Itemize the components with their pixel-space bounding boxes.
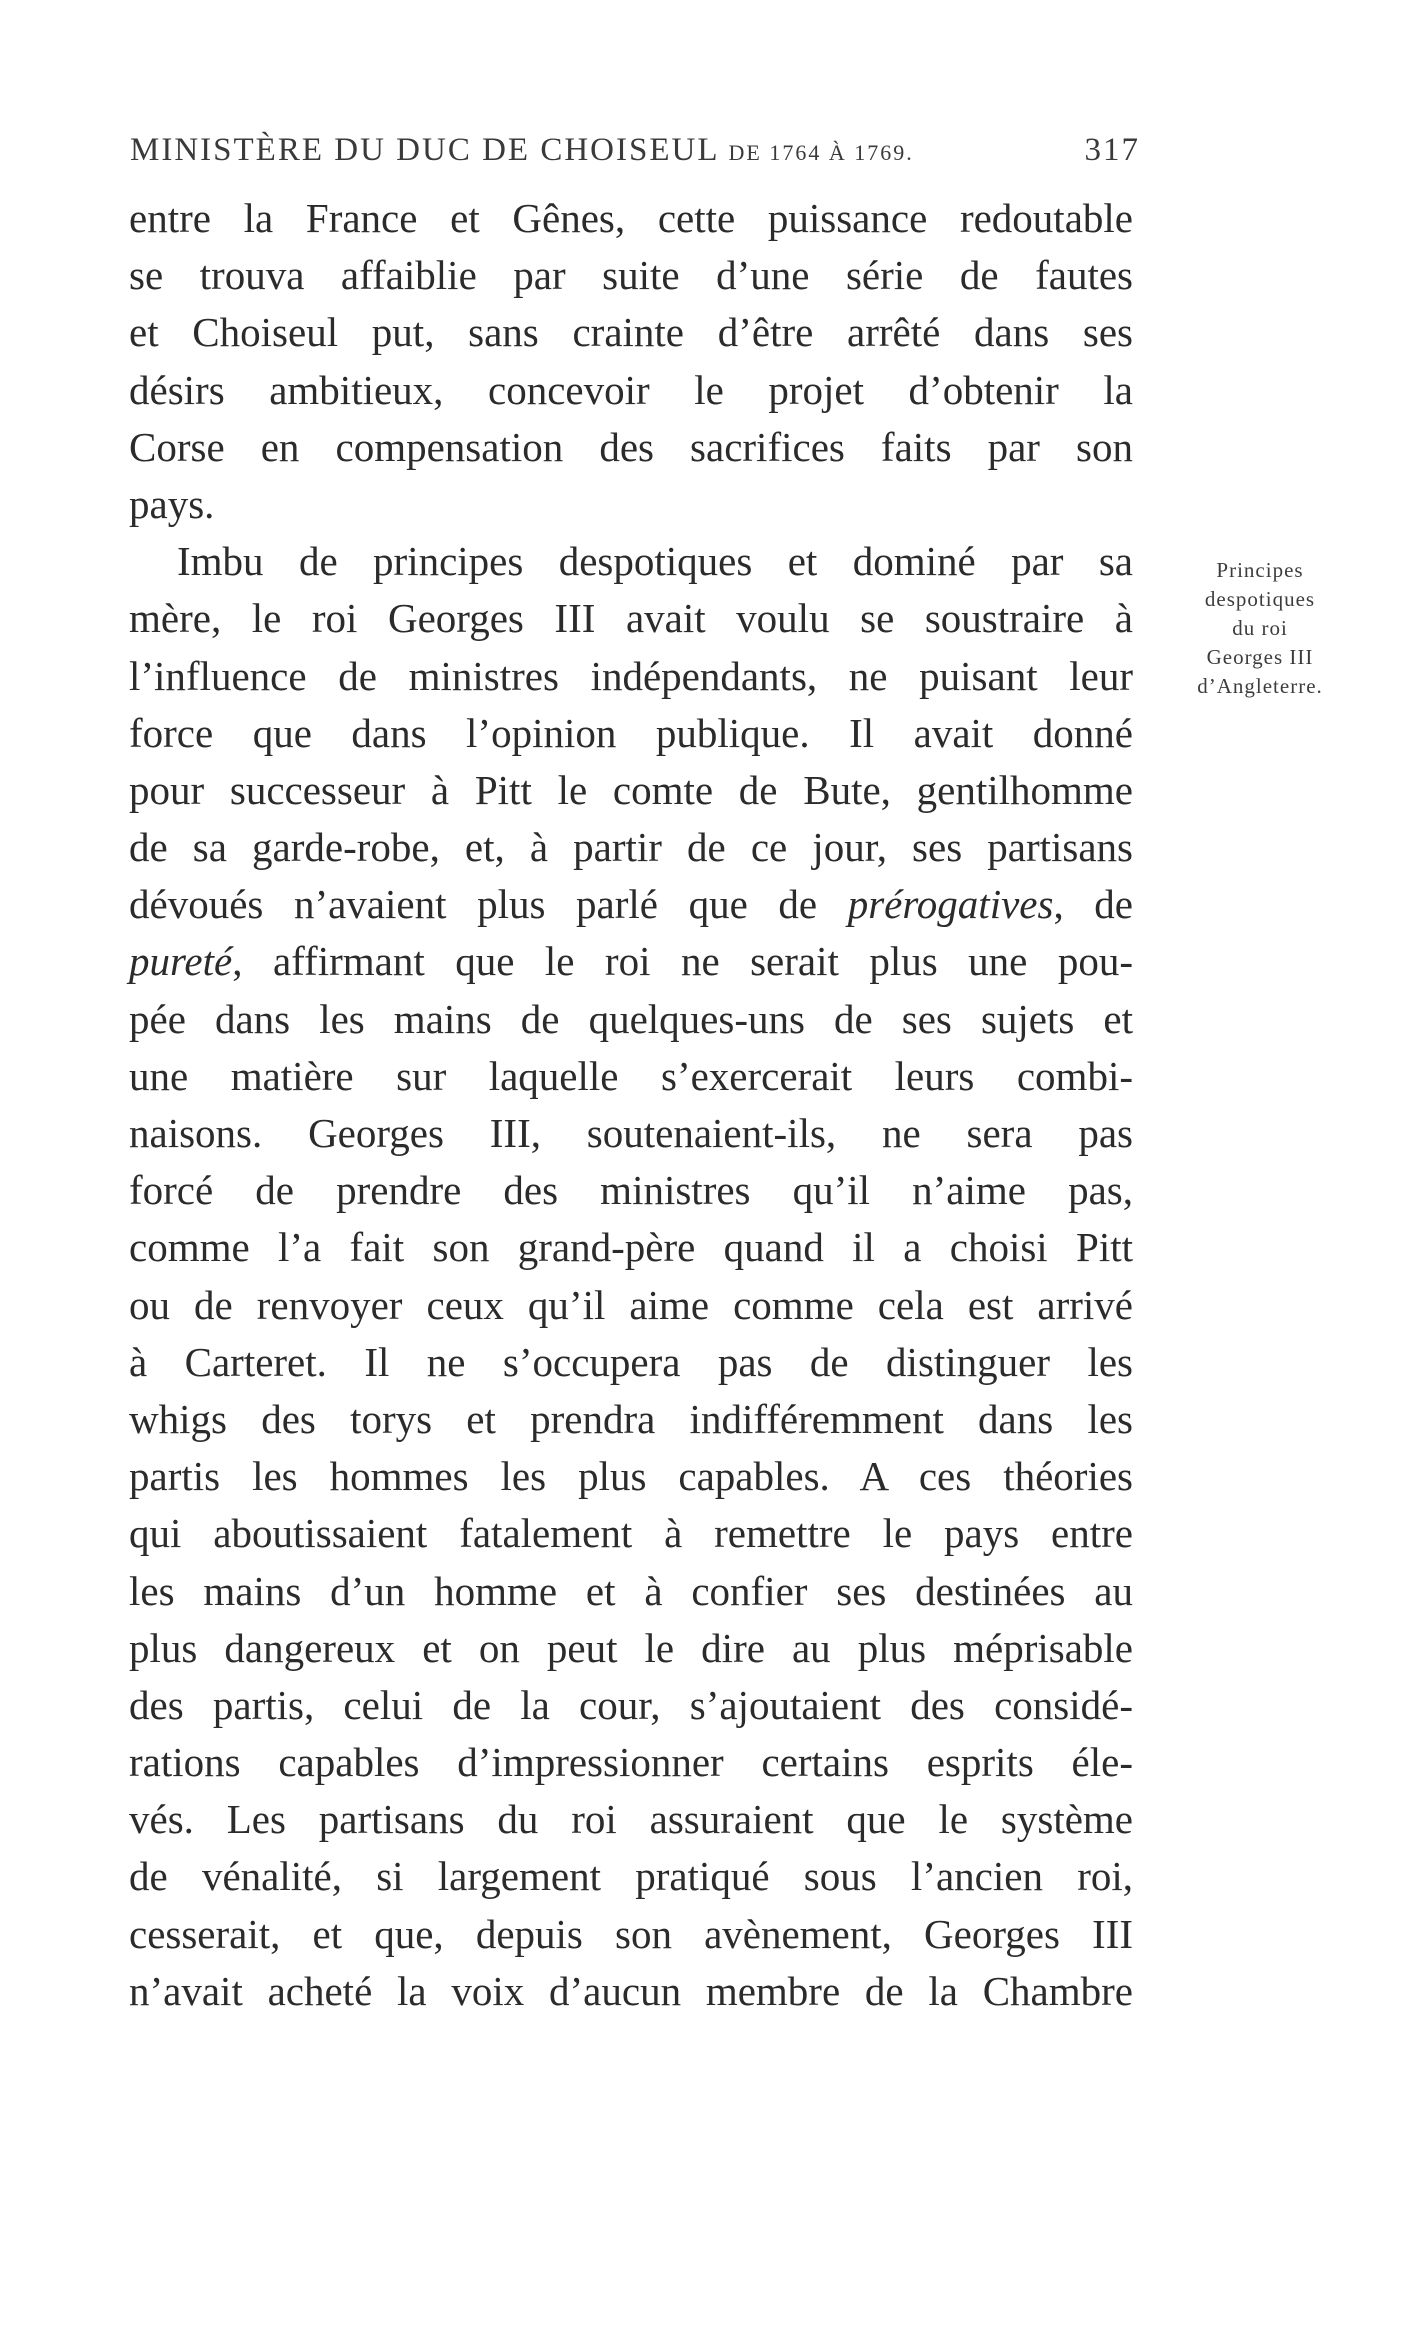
margin-note-line: despotiques xyxy=(1204,587,1316,611)
body-text xyxy=(129,190,1133,2020)
text-line: à Carteret. Il ne s’occupera pas de distinguer les xyxy=(129,1338,1133,1385)
text-line: cesserait, et que, depuis son avènement, Georges III xyxy=(129,1910,1133,1957)
text-line-segment: , affirmant que le roi ne serait plus une pou- xyxy=(232,938,1133,985)
text-line: pays. xyxy=(129,480,215,527)
text-line: désirs ambitieux, concevoir le projet d’obtenir la xyxy=(129,366,1133,413)
text-line: n’avait acheté la voix d’aucun membre de la Chambre xyxy=(129,1967,1133,2014)
text-line: force que dans l’opinion publique. Il avait donné xyxy=(129,709,1133,756)
running-head xyxy=(130,132,1140,180)
margin-note xyxy=(1160,556,1360,701)
text-line: rations capables d’impressionner certains esprits éle- xyxy=(129,1739,1133,1786)
running-head-title-dates: DE 1764 À 1769. xyxy=(728,140,914,165)
text-line: se trouva affaiblie par suite d’une série de fautes xyxy=(129,252,1133,299)
text-line: de vénalité, si largement pratiqué sous l’ancien roi, xyxy=(129,1853,1133,1900)
text-line: whigs des torys et prendra indifféremment dans les xyxy=(129,1395,1133,1442)
page-number: 317 xyxy=(1084,132,1140,168)
text-line: entre la France et Gênes, cette puissance redoutable xyxy=(129,195,1133,241)
text-line: comme l’a fait son grand-père quand il a choisi Pitt xyxy=(129,1224,1133,1271)
text-line xyxy=(129,933,1133,990)
text-line: une matière sur laquelle s’exercerait leurs combi- xyxy=(129,1052,1133,1099)
margin-note-line: d’Angleterre. xyxy=(1197,674,1323,698)
text-line: pour successeur à Pitt le comte de Bute, gentilhomme xyxy=(129,766,1133,813)
margin-note-line: du roi xyxy=(1232,616,1288,640)
emphasized-word: prérogatives xyxy=(847,881,1054,928)
margin-note-line: Georges III xyxy=(1206,645,1314,669)
text-line: l’influence de ministres indépendants, ne puisant leur xyxy=(129,652,1133,699)
text-line: de sa garde-robe, et, à partir de ce jour, ses partisans xyxy=(129,824,1133,871)
text-line: ou de renvoyer ceux qu’il aime comme cela est arrivé xyxy=(129,1281,1133,1328)
text-line-segment: dévoués n’avaient plus parlé que de xyxy=(129,881,848,928)
running-head-title-main: MINISTÈRE DU DUC DE CHOISEUL xyxy=(130,132,719,168)
text-line: partis les hommes les plus capables. A ces théories xyxy=(129,1453,1133,1500)
text-line: vés. Les partisans du roi assuraient que le système xyxy=(129,1796,1133,1843)
text-line: plus dangereux et on peut le dire au plus méprisable xyxy=(129,1624,1133,1671)
text-line: et Choiseul put, sans crainte d’être arrêté dans ses xyxy=(129,309,1133,356)
text-line: Imbu de principes despotiques et dominé par sa xyxy=(177,538,1133,585)
margin-note-line: Principes xyxy=(1216,558,1304,582)
text-line: mère, le roi Georges III avait voulu se soustraire à xyxy=(129,595,1133,642)
text-line: Corse en compensation des sacrifices faits par son xyxy=(129,423,1133,470)
emphasized-word: pureté xyxy=(129,938,233,985)
text-line: pée dans les mains de quelques-uns de ses sujets et xyxy=(129,995,1133,1042)
text-line: des partis, celui de la cour, s’ajoutaient des considé- xyxy=(129,1681,1133,1728)
text-line: qui aboutissaient fatalement à remettre le pays entre xyxy=(129,1510,1133,1557)
text-line-segment: , de xyxy=(1053,881,1134,928)
text-line: naisons. Georges III, soutenaient-ils, ne sera pas xyxy=(129,1110,1133,1156)
text-line: forcé de prendre des ministres qu’il n’aime pas, xyxy=(129,1167,1133,1214)
text-line xyxy=(129,876,1133,933)
running-head-title xyxy=(130,132,914,169)
text-line: les mains d’un homme et à confier ses destinées au xyxy=(129,1567,1133,1614)
